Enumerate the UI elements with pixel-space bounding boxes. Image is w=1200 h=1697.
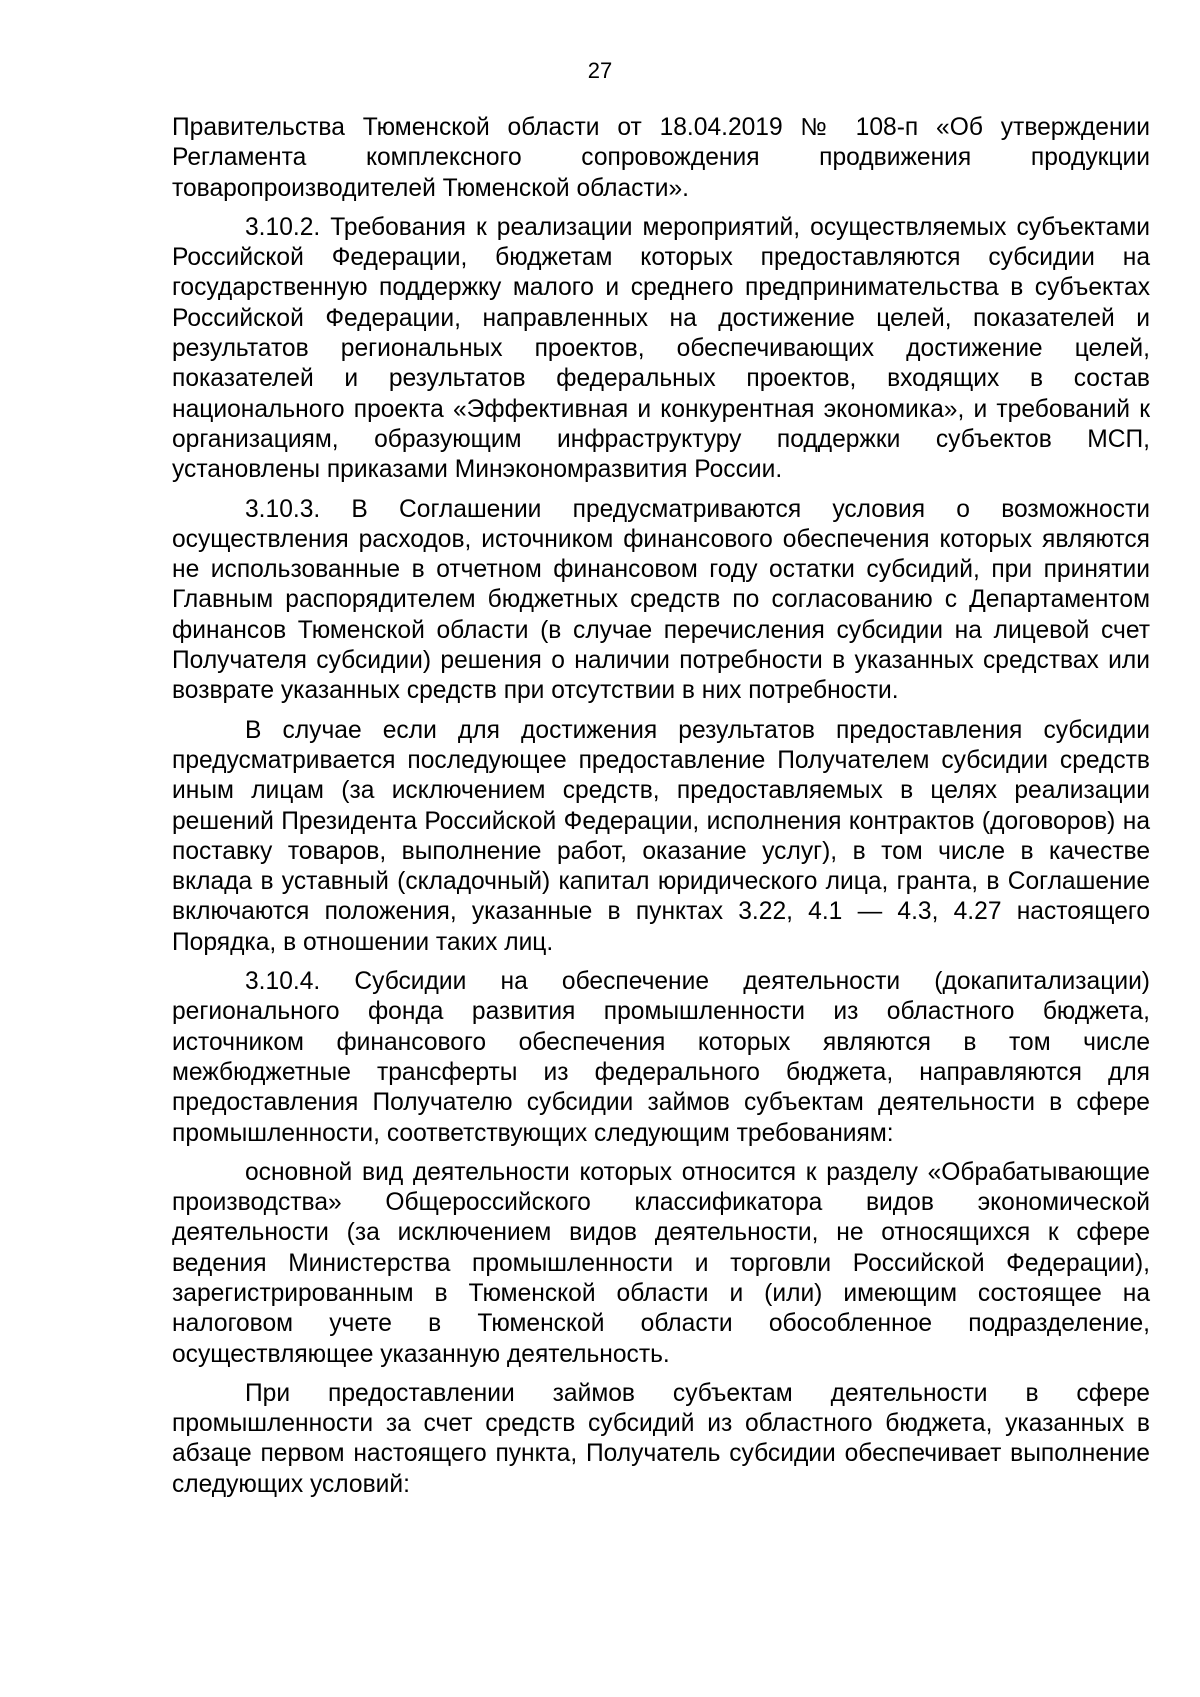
paragraph-3-10-3: 3.10.3. В Соглашении предусматриваются условия о возможности осуществления расходов, источником финансового обеспечения которых являются не использованные в отчетном финансовом году остатки субсидий, при принятии Главным распорядителем бюджетных средств по согласованию с Департаментом финансов Тюменской области (в случае перечисления субсидии на лицевой счет Получателя субсидии) решения о наличии потребности в указанных средствах или возврате указанных средств при отсутствии в них потребности.	[172, 495, 1150, 705]
paragraph-other-persons: В случае если для достижения результатов предоставления субсидии предусматривается последующее предоставление Получателем субсидии средств иным лицам (за исключением средств, предоставляемых в целях реализации решений Президента Российской Федерации, исполнения контрактов (договоров) на поставку товаров, выполнение работ, оказание услуг), в том числе в качестве вклада в уставный (складочный) капитал юридического лица, гранта, в Соглашение включаются положения, указанные в пунктах 3.22, 4.1 — 4.3, 4.27 настоящего Порядка, в отношении таких лиц.	[172, 716, 1150, 956]
paragraph-3-10-2: 3.10.2. Требования к реализации мероприятий, осуществляемых субъектами Российской Федерации, бюджетам которых предоставляются субсидии на государственную поддержку малого и среднего предпринимательства в субъектах Российской Федерации, направленных на достижение целей, показателей и результатов региональных проектов, обеспечивающих достижение целей, показателей и результатов федеральных проектов, входящих в состав национального проекта «Эффективная и конкурентная экономика», и требований к организациям, образующим инфраструктуру поддержки субъектов МСП, установлены приказами Минэкономразвития России.	[172, 213, 1150, 484]
paragraph-3-10-4: 3.10.4. Субсидии на обеспечение деятельности (докапитализации) регионального фонда развития промышленности из областного бюджета, источником финансового обеспечения которых являются в том числе межбюджетные трансферты из федерального бюджета, направляются для предоставления Получателю субсидии займов субъектам деятельности в сфере промышленности, соответствующих следующим требованиям:	[172, 968, 1150, 1147]
document-body	[172, 113, 1150, 1509]
paragraph-activity-type: основной вид деятельности которых относится к разделу «Обрабатывающие производства» Общероссийского классификатора видов экономической деятельности (за исключением видов деятельности, не относящихся к сфере ведения Министерства промышленности и торговли Российской Федерации), зарегистрированным в Тюменской области и (или) имеющим состоящее на налоговом учете в Тюменской области обособленное подразделение, осуществляющее указанную деятельность.	[172, 1158, 1150, 1368]
paragraph-loan-conditions: При предоставлении займов субъектам деятельности в сфере промышленности за счет средств субсидий из областного бюджета, указанных в абзаце первом настоящего пункта, Получатель субсидии обеспечивает выполнение следующих условий:	[172, 1379, 1150, 1498]
paragraph-1: Правительства Тюменской области от 18.04.2019 № 108-п «Об утверждении Регламента комплексного сопровождения продвижения продукции товаропроизводителей Тюменской области».	[172, 114, 1150, 202]
page-number: 27	[587, 58, 613, 83]
